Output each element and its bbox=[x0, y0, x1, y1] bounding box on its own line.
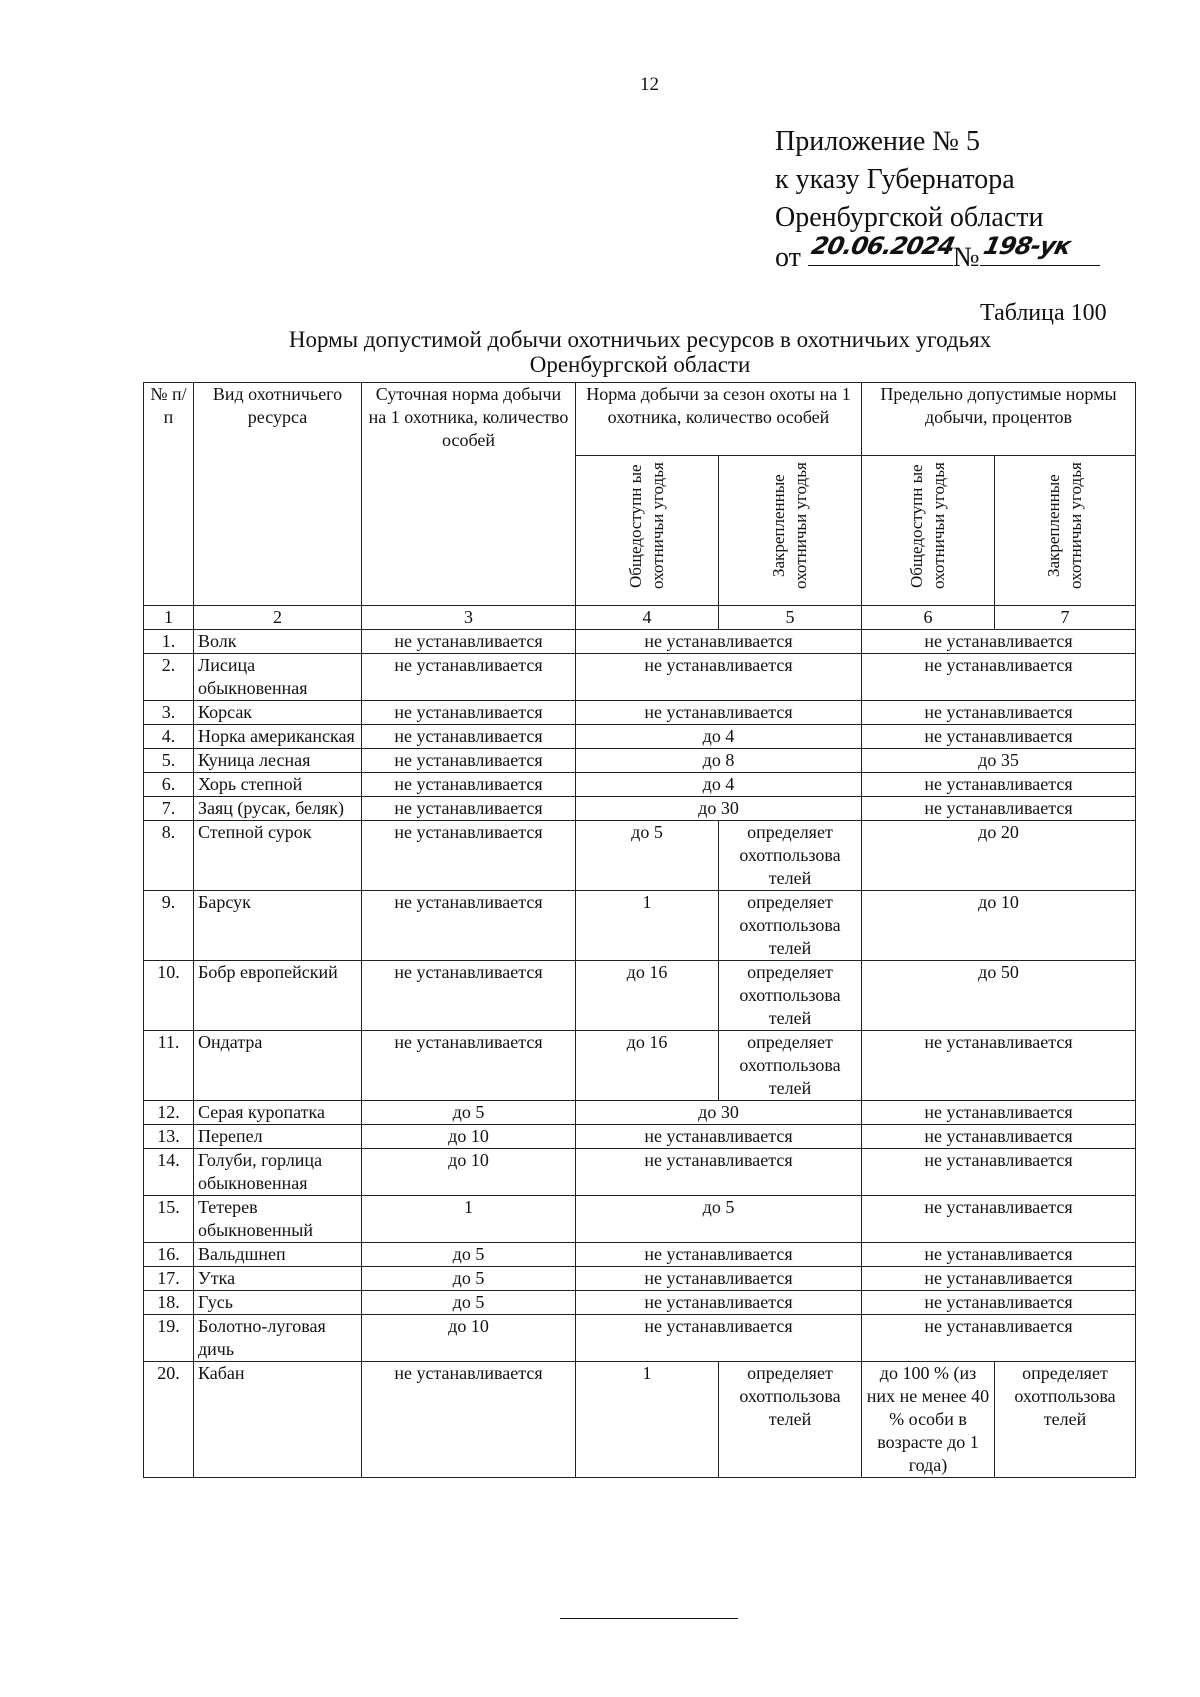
limit-norm: не устанавливается bbox=[862, 1125, 1136, 1149]
daily-norm: до 5 bbox=[362, 1101, 576, 1125]
table-row bbox=[144, 961, 1136, 1031]
table-row bbox=[144, 1315, 1136, 1362]
from-label: от bbox=[775, 242, 801, 273]
season-norm: до 4 bbox=[576, 773, 862, 797]
limit-norm: до 10 bbox=[862, 891, 1136, 961]
daily-norm: до 5 bbox=[362, 1243, 576, 1267]
species-name: Заяц (русак, беляк) bbox=[194, 797, 362, 821]
season-norm: до 30 bbox=[576, 1101, 862, 1125]
season-norm: не устанавливается bbox=[576, 701, 862, 725]
limit-norm: не устанавливается bbox=[862, 701, 1136, 725]
limit-norm: не устанавливается bbox=[862, 725, 1136, 749]
row-number: 6. bbox=[144, 773, 194, 797]
limit-norm-assigned: определяет охотпользова телей bbox=[995, 1362, 1136, 1478]
species-name: Степной сурок bbox=[194, 821, 362, 891]
row-number: 20. bbox=[144, 1362, 194, 1478]
limit-norm: не устанавливается bbox=[862, 1243, 1136, 1267]
header-limit-assigned: Закрепленные охотничьи угодья bbox=[995, 456, 1136, 606]
table-row bbox=[144, 821, 1136, 891]
table-row bbox=[144, 630, 1136, 654]
species-name: Кабан bbox=[194, 1362, 362, 1478]
season-norm-public: 1 bbox=[576, 1362, 719, 1478]
species-name: Болотно-луговая дичь bbox=[194, 1315, 362, 1362]
table-row bbox=[144, 797, 1136, 821]
daily-norm: не устанавливается bbox=[362, 891, 576, 961]
header-species: Вид охотничьего ресурса bbox=[194, 383, 362, 606]
season-norm-public: до 16 bbox=[576, 1031, 719, 1101]
table-row bbox=[144, 1291, 1136, 1315]
row-number: 7. bbox=[144, 797, 194, 821]
table-row bbox=[144, 773, 1136, 797]
row-number: 16. bbox=[144, 1243, 194, 1267]
table-row bbox=[144, 1125, 1136, 1149]
header-season-public: Общедоступн ые охотничьи угодья bbox=[576, 456, 719, 606]
species-name: Волк bbox=[194, 630, 362, 654]
table-row bbox=[144, 1101, 1136, 1125]
limit-norm: не устанавливается bbox=[862, 1149, 1136, 1196]
season-norm-assigned: определяет охотпользова телей bbox=[719, 1362, 862, 1478]
species-name: Перепел bbox=[194, 1125, 362, 1149]
species-name: Ондатра bbox=[194, 1031, 362, 1101]
row-number: 13. bbox=[144, 1125, 194, 1149]
season-norm: не устанавливается bbox=[576, 1243, 862, 1267]
species-name: Лисица обыкновенная bbox=[194, 654, 362, 701]
row-number: 3. bbox=[144, 701, 194, 725]
season-norm-public: 1 bbox=[576, 891, 719, 961]
row-number: 1. bbox=[144, 630, 194, 654]
table-label: Таблица 100 bbox=[980, 300, 1107, 326]
appendix-block bbox=[775, 123, 1100, 277]
row-number: 9. bbox=[144, 891, 194, 961]
limit-norm: не устанавливается bbox=[862, 1196, 1136, 1243]
limit-norm: не устанавливается bbox=[862, 630, 1136, 654]
appendix-title: Приложение № 5 bbox=[775, 126, 980, 157]
table-row bbox=[144, 701, 1136, 725]
species-name: Барсук bbox=[194, 891, 362, 961]
season-norm: не устанавливается bbox=[576, 1125, 862, 1149]
daily-norm: не устанавливается bbox=[362, 961, 576, 1031]
daily-norm: не устанавливается bbox=[362, 1031, 576, 1101]
handwritten-number: 198-ук bbox=[980, 232, 1073, 260]
row-number: 14. bbox=[144, 1149, 194, 1196]
row-number: 4. bbox=[144, 725, 194, 749]
daily-norm: до 5 bbox=[362, 1267, 576, 1291]
limit-norm: до 35 bbox=[862, 749, 1136, 773]
daily-norm: до 10 bbox=[362, 1149, 576, 1196]
limit-norm: до 20 bbox=[862, 821, 1136, 891]
table-row bbox=[144, 1362, 1136, 1478]
hunting-norms-table bbox=[143, 382, 1136, 1478]
row-number: 19. bbox=[144, 1315, 194, 1362]
species-name: Корсак bbox=[194, 701, 362, 725]
species-name: Голуби, горлица обыкновенная bbox=[194, 1149, 362, 1196]
season-norm: не устанавливается bbox=[576, 654, 862, 701]
daily-norm: не устанавливается bbox=[362, 773, 576, 797]
daily-norm: не устанавливается bbox=[362, 749, 576, 773]
daily-norm: не устанавливается bbox=[362, 654, 576, 701]
table-row bbox=[144, 1031, 1136, 1101]
species-name: Серая куропатка bbox=[194, 1101, 362, 1125]
bottom-rule bbox=[560, 1618, 738, 1619]
season-norm: до 30 bbox=[576, 797, 862, 821]
row-number: 17. bbox=[144, 1267, 194, 1291]
limit-norm: не устанавливается bbox=[862, 1315, 1136, 1362]
daily-norm: не устанавливается bbox=[362, 821, 576, 891]
table-body bbox=[144, 630, 1136, 1478]
limit-norm-public: до 100 % (из них не менее 40 % особи в возрасте до 1 года) bbox=[862, 1362, 995, 1478]
row-number: 8. bbox=[144, 821, 194, 891]
title-line-2: Оренбургской области bbox=[529, 352, 751, 377]
table-row bbox=[144, 1149, 1136, 1196]
season-norm: не устанавливается bbox=[576, 1149, 862, 1196]
header-limit-norm: Предельно допустимые нормы добычи, процентов bbox=[862, 383, 1136, 456]
page-number: 12 bbox=[640, 74, 659, 95]
species-name: Вальдшнеп bbox=[194, 1243, 362, 1267]
row-number: 15. bbox=[144, 1196, 194, 1243]
row-number: 18. bbox=[144, 1291, 194, 1315]
appendix-date-line bbox=[775, 232, 1100, 277]
daily-norm: не устанавливается bbox=[362, 725, 576, 749]
table-title bbox=[140, 327, 1140, 377]
season-norm-public: до 16 bbox=[576, 961, 719, 1031]
species-name: Тетерев обыкновенный bbox=[194, 1196, 362, 1243]
season-norm: не устанавливается bbox=[576, 1291, 862, 1315]
daily-norm: не устанавливается bbox=[362, 701, 576, 725]
table-row bbox=[144, 1267, 1136, 1291]
header-limit-public: Общедоступн ые охотничьи угодья bbox=[862, 456, 995, 606]
season-norm: до 4 bbox=[576, 725, 862, 749]
table-row bbox=[144, 654, 1136, 701]
season-norm-assigned: определяет охотпользова телей bbox=[719, 1031, 862, 1101]
daily-norm: не устанавливается bbox=[362, 630, 576, 654]
header-number: № п/п bbox=[144, 383, 194, 606]
daily-norm: 1 bbox=[362, 1196, 576, 1243]
daily-norm: не устанавливается bbox=[362, 797, 576, 821]
daily-norm: до 10 bbox=[362, 1315, 576, 1362]
species-name: Куница лесная bbox=[194, 749, 362, 773]
appendix-decree: к указу Губернатора bbox=[775, 164, 1015, 195]
table-row bbox=[144, 749, 1136, 773]
table-row bbox=[144, 891, 1136, 961]
decree-date-field bbox=[808, 232, 957, 266]
row-number: 12. bbox=[144, 1101, 194, 1125]
decree-number-field bbox=[980, 232, 1100, 266]
species-name: Норка американская bbox=[194, 725, 362, 749]
season-norm-assigned: определяет охотпользова телей bbox=[719, 891, 862, 961]
species-name: Утка bbox=[194, 1267, 362, 1291]
season-norm-public: до 5 bbox=[576, 821, 719, 891]
season-norm: до 5 bbox=[576, 1196, 862, 1243]
table-row bbox=[144, 1196, 1136, 1243]
limit-norm: не устанавливается bbox=[862, 1291, 1136, 1315]
row-number: 2. bbox=[144, 654, 194, 701]
header-daily-norm: Суточная норма добычи на 1 охотника, количество особей bbox=[362, 383, 576, 606]
season-norm: не устанавливается bbox=[576, 1315, 862, 1362]
limit-norm: не устанавливается bbox=[862, 654, 1136, 701]
appendix-region: Оренбургской области bbox=[775, 202, 1044, 233]
row-number: 5. bbox=[144, 749, 194, 773]
header-season-assigned: Закрепленные охотничьи угодья bbox=[719, 456, 862, 606]
number-sign: № bbox=[952, 242, 980, 273]
season-norm: до 8 bbox=[576, 749, 862, 773]
season-norm-assigned: определяет охотпользова телей bbox=[719, 821, 862, 891]
season-norm: не устанавливается bbox=[576, 1267, 862, 1291]
handwritten-date: 20.06.2024 bbox=[808, 232, 957, 260]
species-name: Гусь bbox=[194, 1291, 362, 1315]
daily-norm: до 5 bbox=[362, 1291, 576, 1315]
header-season-norm: Норма добычи за сезон охоты на 1 охотника, количество особей bbox=[576, 383, 862, 456]
title-line-1: Нормы допустимой добычи охотничьих ресурсов в охотничьих угодьях bbox=[288, 327, 992, 352]
season-norm: не устанавливается bbox=[576, 630, 862, 654]
limit-norm: не устанавливается bbox=[862, 1267, 1136, 1291]
season-norm-assigned: определяет охотпользова телей bbox=[719, 961, 862, 1031]
daily-norm: до 10 bbox=[362, 1125, 576, 1149]
limit-norm: не устанавливается bbox=[862, 797, 1136, 821]
table-row bbox=[144, 1243, 1136, 1267]
limit-norm: до 50 bbox=[862, 961, 1136, 1031]
species-name: Бобр европейский bbox=[194, 961, 362, 1031]
row-number: 10. bbox=[144, 961, 194, 1031]
column-numbers-row: 1 2 3 4 5 6 7 bbox=[144, 606, 1136, 630]
row-number: 11. bbox=[144, 1031, 194, 1101]
table-row bbox=[144, 725, 1136, 749]
limit-norm: не устанавливается bbox=[862, 1031, 1136, 1101]
daily-norm: не устанавливается bbox=[362, 1362, 576, 1478]
species-name: Хорь степной bbox=[194, 773, 362, 797]
limit-norm: не устанавливается bbox=[862, 773, 1136, 797]
limit-norm: не устанавливается bbox=[862, 1101, 1136, 1125]
